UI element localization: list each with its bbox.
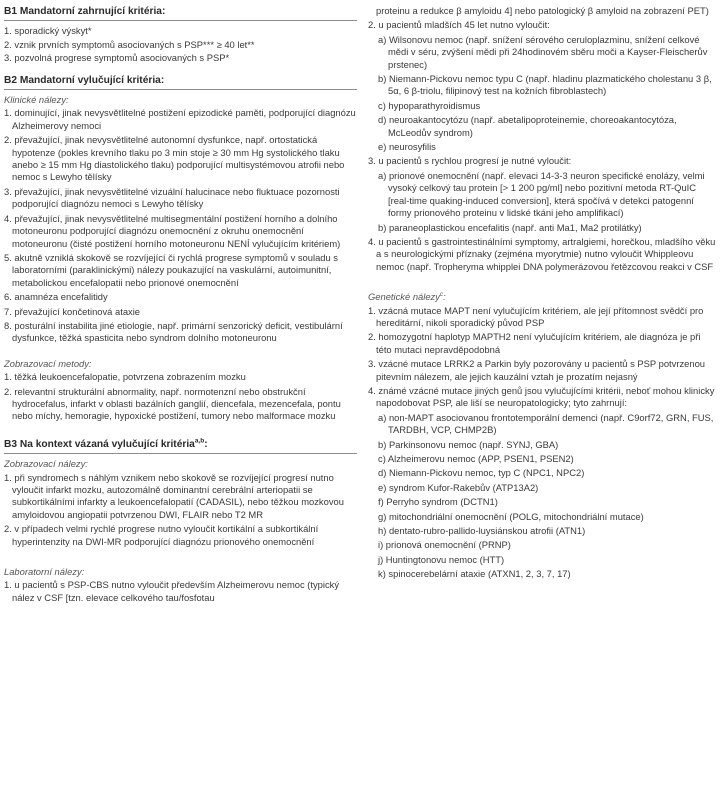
genetic-subitem: j) Huntingtonovu nemoc (HTT) bbox=[378, 553, 505, 565]
b1-item: 3. pozvolná progrese symptomů asociovaných s PSP* bbox=[4, 52, 230, 64]
genetic-item: 2. homozygotní haplotyp MAPTH2 není vylučujícím kritériem, ale diagnóza je při této mutaci nepravděpodobná bbox=[368, 331, 701, 355]
left-column bbox=[4, 5, 357, 606]
b3-heading-sup: a,b bbox=[194, 437, 205, 445]
continuation-text: proteinu a redukce β amyloidu 4] nebo patologický β amyloid na zobrazení PET) bbox=[376, 5, 709, 16]
lab-subitem: b) Niemann-Pickovu nemoc typu C (např. hladinu plazmatického cholestanu 3 β, 5α, 6 β-triolu, filipinový test na kožních fibroblastech) bbox=[378, 73, 712, 97]
b2-clinical-item: 1. dominující, jinak nevysvětlitelné postižení epizodické paměti, podporující diagnózu Alzheimerovy nemoci bbox=[4, 107, 356, 131]
b2-imaging-item: 1. těžká leukoencefalopatie, potvrzena zobrazením mozku bbox=[4, 371, 246, 383]
genetic-subitem: a) non-MAPT asociovanou frontotemporální demenci (např. C9orf72, GRN, FUS, TARDBH, VCP, CHMP2B) bbox=[378, 411, 714, 436]
b3-imaging-item: 2. v případech velmi rychlé progrese nutno vyloučit kortikální a subkortikální hyperintenzity na DWI-MR podporující diagnózu prionového onemocnění bbox=[4, 523, 319, 547]
b2-clinical-item: 6. anamnéza encefalitidy bbox=[4, 291, 108, 303]
b3-imaging-item: 1. při syndromech s náhlým vznikem nebo skokově se rozvíjející progresí nutno vyloučit infarkt mozku, autozomálně dominantní cerebrální arteriopatii se subkortikálními infarkty a leukoencefalopatií (CADASIL), nebo těžkou mozkovou amyloidovou angiopatii potvrzenou DWI, FLAIR nebo T2 MR bbox=[4, 471, 344, 520]
lab-subitem: d) neuroakantocytózu (např. abetalipoproteinemie, choreoakantocytóza, McLeodův syndrom) bbox=[378, 114, 677, 138]
lab-subitem: a) prionové onemocnění (např. elevaci 14-3-3 neuron specifické enolázy, velmi vysoký celkový tau protein [> 1 200 pg/ml] nebo pozitivní metoda RT-QuIC [real-time quaking-induced conversion], která spočívá v detekci patogenní formy prionového proteinu v lidské tkáni jeho amplifikací) bbox=[378, 169, 705, 219]
b3-lab-label: Laboratorní nálezy: bbox=[4, 566, 85, 578]
genetic-item: 3. vzácné mutace LRRK2 a Parkin byly pozorovány u pacientů s PSP potvrzenou pitevním nálezem, ale jejich kauzální vztah je prozatím nejasný bbox=[368, 358, 705, 382]
lab-item: 4. u pacientů s gastrointestinálními symptomy, artralgiemi, horečkou, mladšího věku a s neurologickými příznaky (zejména myorytmie) nutno vyloučit Whippleovu nemoc (např. Tropheryma whipplei DNA polymerázovou řetězcovou reakci v CSF bbox=[368, 235, 716, 272]
b3-heading-colon: : bbox=[204, 438, 208, 450]
b2-clinical-item: 3. převažující, jinak nevysvětlitelné vizuální halucinace nebo fluktuace pozornosti podporující diagnózu nemoci s Lewyho tělísky bbox=[4, 185, 340, 210]
genetic-subitem: b) Parkinsonovu nemoc (např. SYNJ, GBA) bbox=[378, 438, 559, 450]
section-b2-heading: B2 Mandatorní vylučující kritéria: bbox=[4, 75, 357, 90]
b2-clinical-item: 2. převažující, jinak nevysvětlitelné autonomní dysfunkce, např. ortostatická hypotenze (pokles krevního tlaku po 3 min stoje ≥ 30 mm Hg systolického tlaku anebo ≥ 15 mm Hg diastolického tlaku) podporující multisystémovou atrofii nebo nemoc s Lewyho tělísky bbox=[4, 134, 345, 183]
b1-item: 1. sporadický výskyt* bbox=[4, 25, 92, 37]
genetic-subitem: c) Alzheimerovu nemoc (APP, PSEN1, PSEN2) bbox=[378, 453, 574, 464]
b2-clinical-item: 5. akutně vzniklá skokově se rozvíjející či rychlá progrese symptomů v souladu s laboratorními (paraklinickými) nálezy poukazující na vaskulární, autoimunitní, metabolickou encefalopatii nebo prionové onemocnění bbox=[4, 251, 338, 288]
genetic-label-colon: : bbox=[443, 291, 446, 303]
genetic-subitem: g) mitochondriální onemocnění (POLG, mitochondriální mutace) bbox=[378, 510, 644, 522]
genetic-label-text: Genetické nálezy bbox=[368, 291, 440, 303]
b2-clinical-item: 8. posturální instabilita jiné etiologie, např. primární senzorický deficit, vestibulární dysfunkce, těžká spasticita nebo syndrom dolního motoneuronu bbox=[4, 319, 343, 344]
lab-subitem: e) neurosyfilis bbox=[378, 141, 436, 153]
b3-lab-item: 1. u pacientů s PSP-CBS nutno vyloučit především Alzheimerovu nemoc (typický nález v CSF [tzn. elevace celkového tau/fosfotau bbox=[4, 579, 340, 603]
b2-imaging-item: 2. relevantní strukturální abnormality, např. normotenzní nebo obstrukční hydrocefalus, infarkt v oblasti bazálních ganglií, diencefala, mezencefala, pontu nebo míchy, hemoragie, hypoxické postižení, tumory nebo malformace mozku bbox=[4, 385, 341, 422]
genetic-item: 4. známé vzácné mutace jiných genů jsou vylučujícími kritérii, neboť mohou klinicky napodobovat PSP, ale liší se neuropatologicky; tyto zahrnují: bbox=[368, 384, 715, 409]
genetic-subitem: d) Niemann-Pickovu nemoc, typ C (NPC1, NPC2) bbox=[378, 467, 585, 479]
b3-heading-text: B3 Na kontext vázaná vylučující kritéria bbox=[4, 438, 195, 450]
section-b1-heading: B1 Mandatorní zahrnující kritéria: bbox=[4, 6, 357, 21]
right-column bbox=[368, 5, 718, 583]
genetic-label bbox=[368, 291, 718, 303]
b1-item: 2. vznik prvních symptomů asociovaných s PSP*** ≥ 40 let** bbox=[4, 38, 255, 50]
b2-clinical-item: 7. převažující končetinová ataxie bbox=[4, 305, 141, 317]
section-b3-heading bbox=[4, 439, 357, 454]
genetic-item: 1. vzácná mutace MAPT není vylučujícím kritériem, ale její přítomnost svědčí pro hereditární, nikoli sporadický původ PSP bbox=[368, 304, 704, 328]
b2-imaging-label: Zobrazovací metody: bbox=[4, 357, 92, 369]
lab-item: 2. u pacientů mladších 45 let nutno vyloučit: bbox=[368, 19, 550, 31]
b2-clinical-label: Klinické nálezy: bbox=[4, 94, 69, 106]
lab-subitem: a) Wilsonovu nemoc (např. snížení sérového ceruloplazminu, snížení celkové mědi v séru, zvýšení mědi při 24hodinovém sběru moči a Kayser-Fleischerův prstenec) bbox=[378, 33, 708, 70]
genetic-label-sup: c bbox=[439, 291, 444, 298]
lab-item: 3. u pacientů s rychlou progresí je nutné vyloučit: bbox=[368, 155, 572, 167]
b3-imaging-label: Zobrazovací nálezy: bbox=[4, 458, 88, 470]
b2-clinical-item: 4. převažující, jinak nevysvětlitelné multisegmentální postižení horního a dolního motoneuronu podporující diagnózu onemocnění z okruhu onemocnění motoneuronu (čisté postižení horního motoneuronu NENÍ vylučujícím kritériem) bbox=[4, 212, 341, 249]
genetic-subitem: k) spinocerebelární ataxie (ATXN1, 2, 3, 7, 17) bbox=[378, 568, 571, 580]
genetic-subitem: f) Perryho syndrom (DCTN1) bbox=[378, 496, 498, 508]
lab-subitem: b) paraneoplastickou encefalitis (např. anti Ma1, Ma2 protilátky) bbox=[378, 221, 642, 233]
genetic-subitem: h) dentato-rubro-pallido-luysiánskou atrofii (ATN1) bbox=[378, 525, 586, 537]
genetic-subitem: e) syndrom Kufor-Rakebův (ATP13A2) bbox=[378, 481, 539, 493]
lab-subitem: c) hypoparathyroidismus bbox=[378, 99, 481, 111]
genetic-subitem: i) prionová onemocnění (PRNP) bbox=[378, 539, 511, 551]
